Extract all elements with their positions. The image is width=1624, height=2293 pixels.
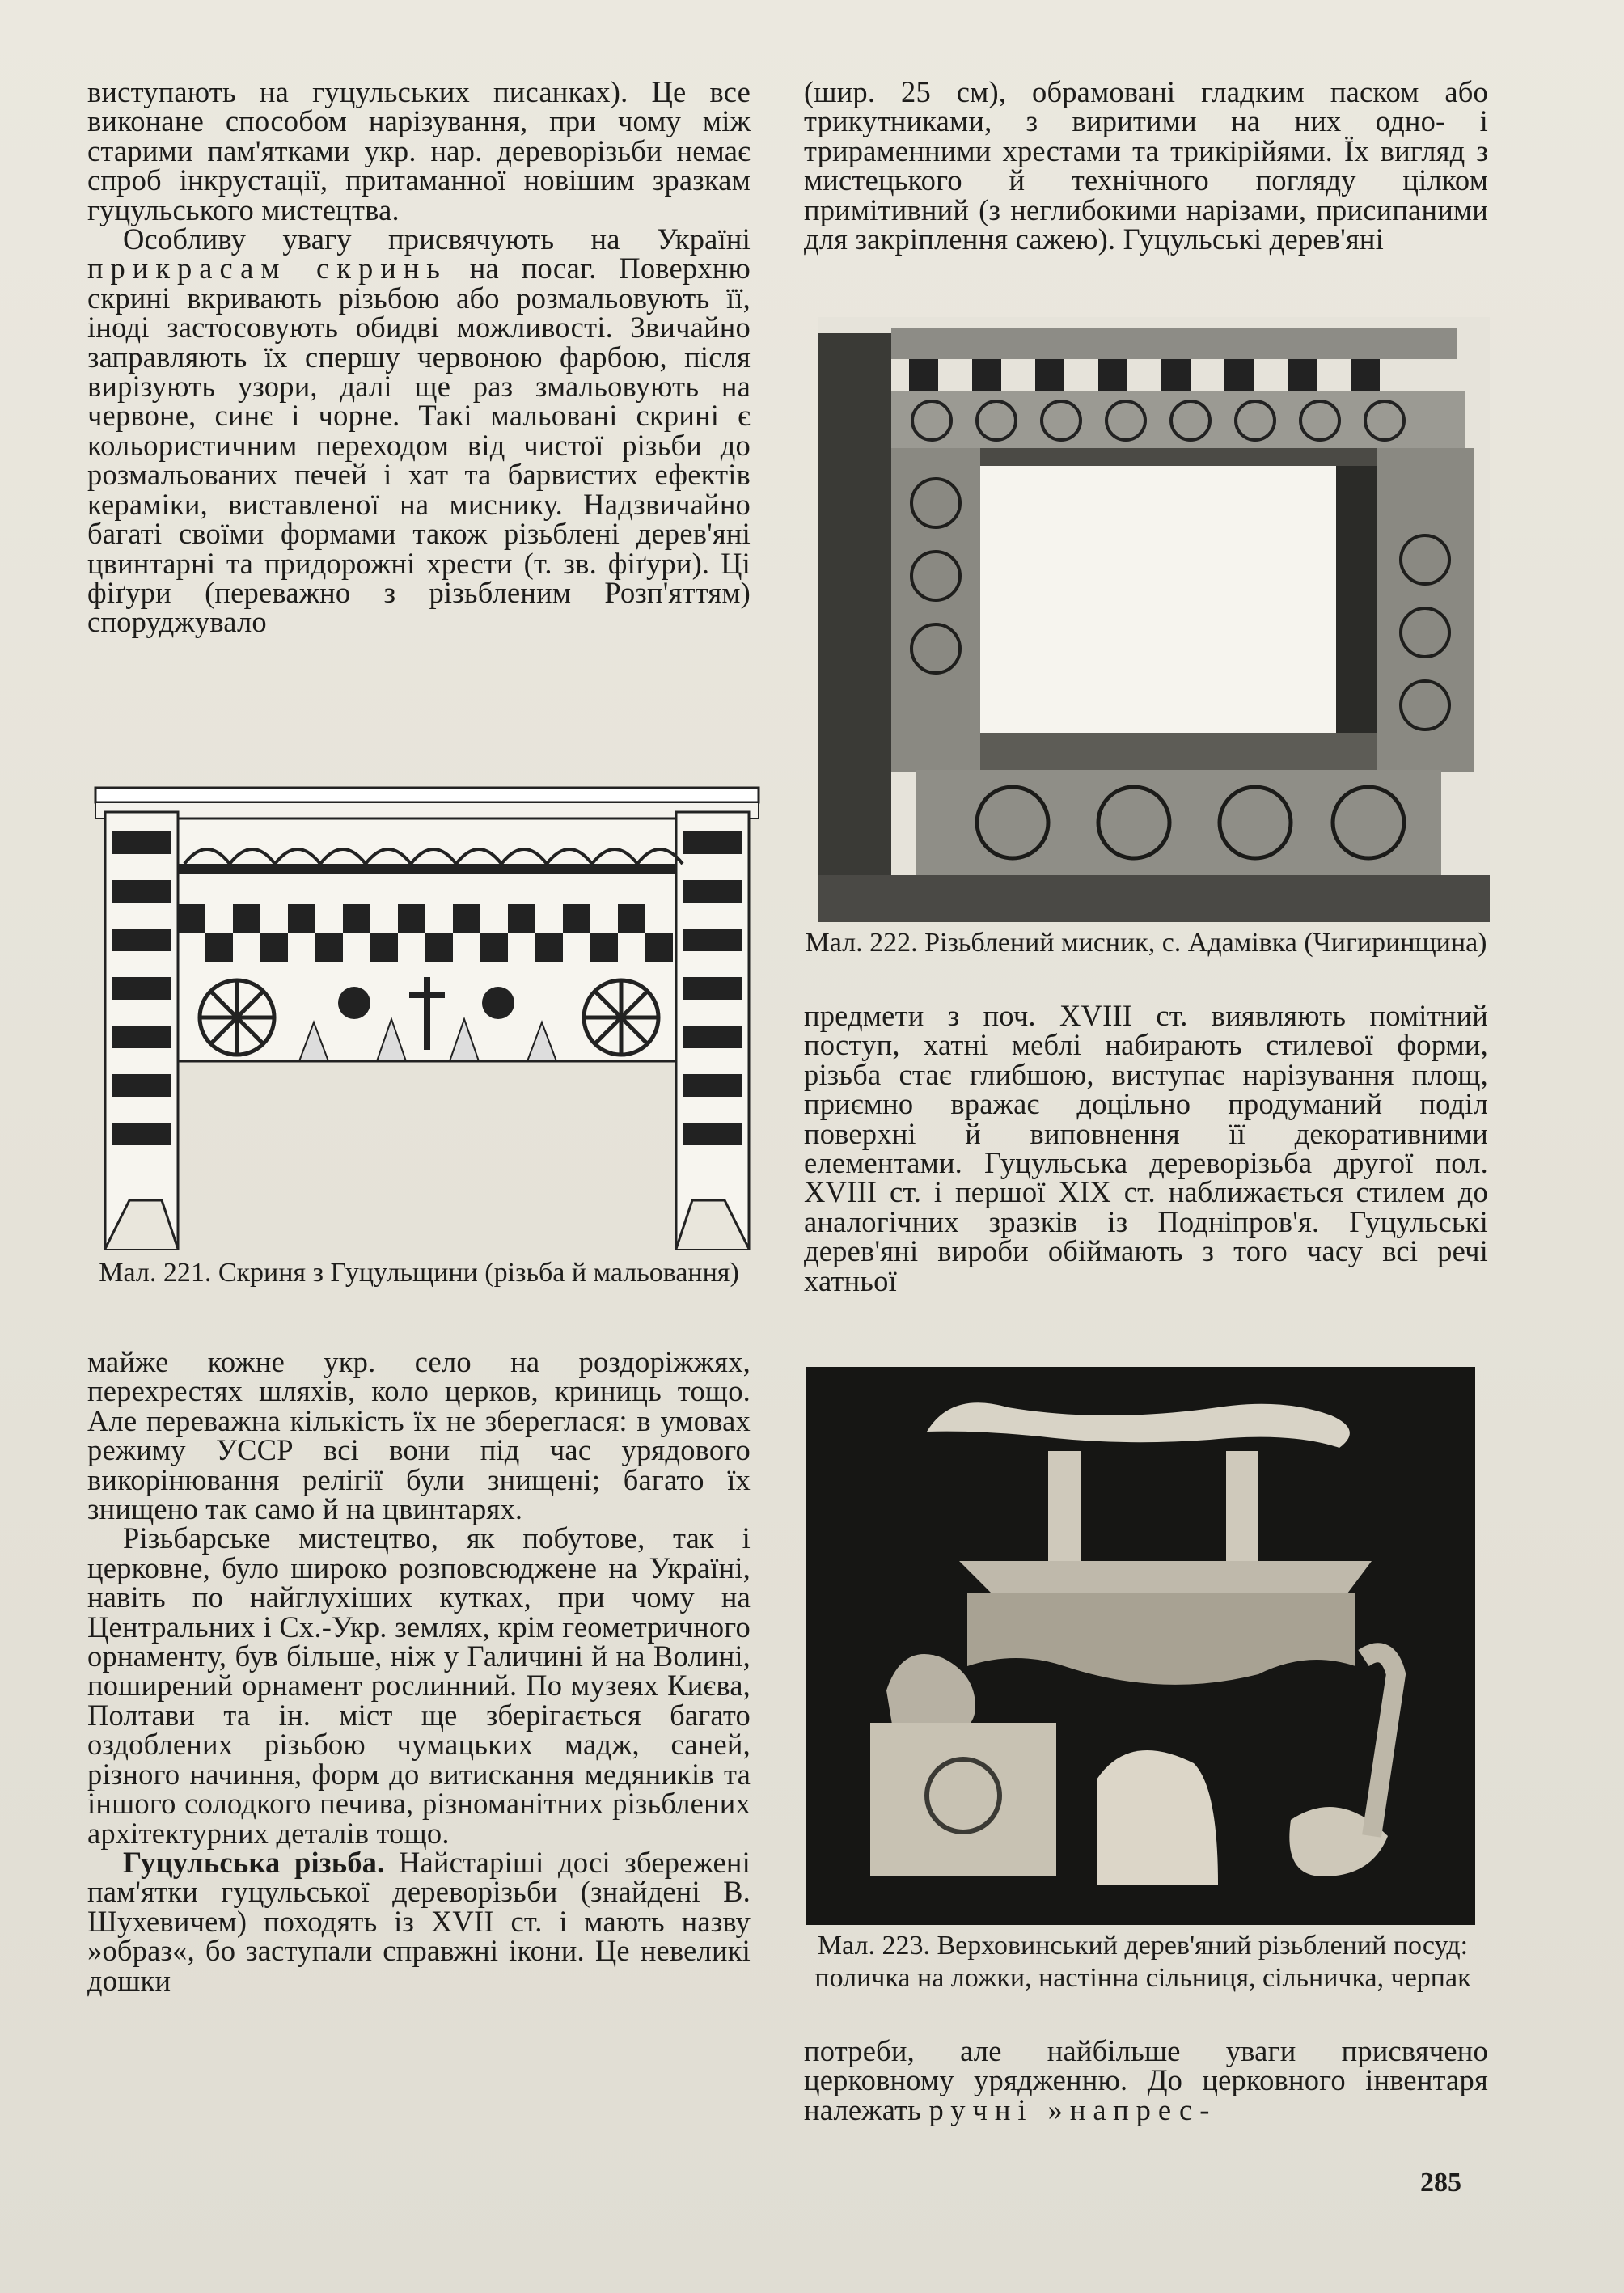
right-column-bottom — [804, 2034, 1488, 2126]
figure-221-chest — [87, 783, 767, 1252]
left-column-bottom — [87, 1347, 751, 1995]
figure-222-dish-rack — [818, 317, 1490, 922]
text-run: Найстаріші досі збережені пам'ятки гуцульської дереворізьби (знайдені В. Шухевичем) походять із XVII ст. і мають назву »образ«, бо заступали справжні ікони. Це невеликі дошки — [87, 1845, 751, 1997]
paragraph — [87, 1845, 751, 1997]
paragraph: виступають на гуцульських писанках). Це все виконане способом нарізування, при чому між старими пам'ятками укр. нар. дереворізьби немає спроб інкрустації, притаманної новішим зразкам гуцульського мистецтва. — [87, 75, 751, 226]
figure-222-caption: Мал. 222. Різьблений мисник, с. Адамівка (Чигиринщина) — [805, 928, 1487, 958]
right-column-middle — [804, 1001, 1488, 1296]
section-heading: Гуцульська різьба. — [123, 1845, 385, 1879]
spaced-emphasis: ручні »напрес- — [928, 2092, 1217, 2126]
text-run: Особливу увагу присвячують на Україні — [123, 222, 751, 256]
spaced-emphasis: прикрасам скринь — [87, 252, 447, 286]
paragraph: Різьбарське мистецтво, як побутове, так і церковне, було широко розповсюджене на Україні, навіть по найглухіших кутках, при чому на Центральних і Сх.-Укр. землях, крім геометричного орнаменту, був більше, ніж у Галичині й на Волині, поширений орнамент рослинний. По музеях Києва, Полтави та ін. міст ще зберігається багато оздоблених різьбою чумацьких мадж, саней, різного начиння, форм до витискання медяників та іншого солодкого печива, різноманітних різьблених архітектурних деталів тощо. — [87, 1521, 751, 1850]
paragraph — [87, 222, 751, 639]
paragraph: предмети з поч. XVIII ст. виявляють помітний поступ, хатні меблі набирають стилевої форми, різьба стає глибшою, виступає нарізування площ, приємно вражає доцільно продуманий поділ поверхні й виповнення її декоративними елементами. Гуцульська дереворізьба другої пол. XVIII ст. і першої XIX ст. наближається стилем до аналогічних зразків із Подніпров'я. Гуцульські дерев'яні вироби обіймають з того часу всі речі хатньої — [804, 999, 1488, 1297]
text-run: на посаг. Поверхню скрині вкривають різьбою або розмальовують її, іноді застосовують обидві можливості. Звичайно заправляють їх спершу червоною фарбою, після вирізують узори, далі ще раз змальовують на червоне, синє і чорне. Такі мальовані скрині є кольористичним переходом від чистої різьби до розмальованих печей і хат та барвистих ефектів кераміки, виставленої на миснику. Надзвичайно багаті своїми формами також різьблені дерев'яні цвинтарні та придорожні хрести (т. зв. фіґури). Ці фіґури (переважно з різьбленим Розп'яттям) споруджувало — [87, 252, 751, 639]
paragraph: (шир. 25 см), обрамовані гладким паском або трикутниками, з виритими на них одно- і трираменними хрестами та трикірійями. Їх вигляд з мистецького й технічного погляду цілком примітивний (з неглибокими нарізами, присипаними для закріплення сажею). Гуцульські дерев'яні — [804, 75, 1488, 256]
paragraph: майже кожне укр. село на роздоріжжях, перехрестях шляхів, коло церков, криниць тощо. Але переважна кількість їх не збереглася: в умовах режиму УССР всі вони під час урядового викорінювання релігії були знищені; багато їх знищено так само й на цвинтарях. — [87, 1345, 751, 1526]
paragraph — [804, 2034, 1488, 2126]
figure-223-wooden-ware-photo — [806, 1367, 1475, 1925]
figure-223-caption: Мал. 223. Верховинський дерев'яний різьблений посуд: поличка на ложки, настінна сільниця, сільничка, черпак — [814, 1931, 1471, 1993]
text-run: потреби, але найбільше уваги присвячено церковному урядженню. До церковного інвентаря належать — [804, 2034, 1488, 2126]
left-column-top — [87, 75, 751, 639]
page-number: 285 — [1420, 2168, 1461, 2198]
figure-221-caption: Мал. 221. Скриня з Гуцульщини (різьба й мальовання) — [99, 1258, 739, 1288]
right-column-top — [804, 75, 1488, 256]
